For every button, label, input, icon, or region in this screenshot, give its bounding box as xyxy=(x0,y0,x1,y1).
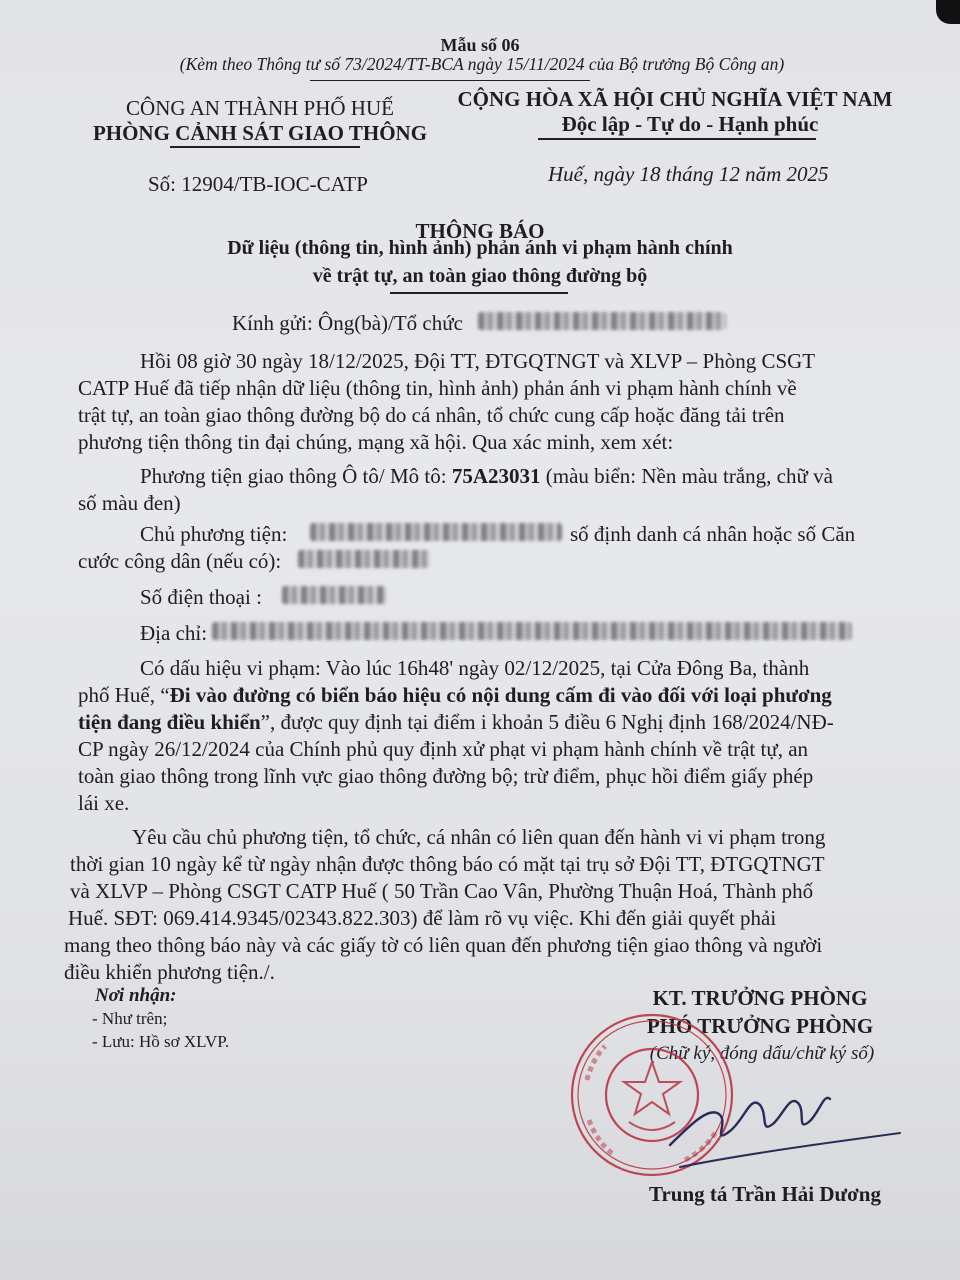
signer-note: (Chữ ký, đóng dấu/chữ ký số) xyxy=(649,1043,875,1064)
document-number: Số: 12904/TB-IOC-CATP xyxy=(148,172,368,196)
request-line-3: và XLVP – Phòng CSGT CATP Huế ( 50 Trần Cao Vân, Phường Thuận Hoá, Thành phố xyxy=(70,879,814,903)
form-number: Mẫu số 06 xyxy=(440,35,520,55)
signer-role-1: KT. TRƯỞNG PHÒNG xyxy=(652,986,868,1010)
form-reference: (Kèm theo Thông tư số 73/2024/TT-BCA ngày 15/11/2024 của Bộ trưởng Bộ Công an) xyxy=(179,54,785,74)
violation-line-2a: phố Huế, “ xyxy=(78,683,170,707)
request-line-5: mang theo thông báo này và các giấy tờ có liên quan đến phương tiện giao thông và người xyxy=(64,933,823,957)
notice-subtitle-2: về trật tự, an toàn giao thông đường bộ xyxy=(312,265,648,287)
agency-name: CÔNG AN THÀNH PHỐ HUẾ xyxy=(126,96,394,120)
place-date: Huế, ngày 18 tháng 12 năm 2025 xyxy=(548,162,829,186)
violation-highlight-1: Đi vào đường có biển báo hiệu có nội dung cấm đi vào đối với loại phương xyxy=(169,683,832,707)
intro-line-3: trật tự, an toàn giao thông đường bộ do cá nhân, tổ chức cung cấp hoặc đăng tải trên xyxy=(78,403,785,427)
handwritten-signature xyxy=(650,1075,930,1185)
violation-line-3b: ”, được quy định tại điểm i khoản 5 điều 6 Nghị định 168/2024/NĐ- xyxy=(260,710,834,734)
vehicle-plate-desc: (màu biển: Nền màu trắng, chữ và xyxy=(540,464,833,488)
redacted-owner-id xyxy=(298,550,430,568)
address-label: Địa chỉ: xyxy=(140,621,208,645)
divider-line xyxy=(310,80,590,81)
notice-title: THÔNG BÁO xyxy=(415,219,545,243)
nation-title: CỘNG HÒA XÃ HỘI CHỦ NGHĨA VIỆT NAM xyxy=(457,87,893,111)
request-line-1: Yêu cầu chủ phương tiện, tổ chức, cá nhân có liên quan đến hành vi vi phạm trong xyxy=(132,825,826,849)
title-underline xyxy=(390,292,568,294)
recipients-item-2: - Lưu: Hồ sơ XLVP. xyxy=(92,1032,230,1051)
owner-label: Chủ phương tiện: xyxy=(140,522,288,546)
violation-line-6: lái xe. xyxy=(78,791,130,815)
nation-motto: Độc lập - Tự do - Hạnh phúc xyxy=(561,112,819,136)
violation-line-5: toàn giao thông trong lĩnh vực giao thông đường bộ; trừ điểm, phục hồi điểm giấy phép xyxy=(78,764,814,788)
recipients-item-1: - Như trên; xyxy=(92,1009,168,1028)
phone-label: Số điện thoại : xyxy=(140,585,262,609)
redacted-phone xyxy=(282,586,386,604)
vehicle-label: Phương tiện giao thông Ô tô/ Mô tô: xyxy=(140,464,452,488)
vehicle-plate-desc-2: số màu đen) xyxy=(78,491,181,515)
notice-subtitle-1: Dữ liệu (thông tin, hình ảnh) phản ánh vi phạm hành chính xyxy=(227,237,733,259)
intro-line-4: phương tiện thông tin đại chúng, mạng xã hội. Qua xác minh, xem xét: xyxy=(78,430,674,454)
redacted-owner-name xyxy=(310,523,562,541)
request-line-2: thời gian 10 ngày kể từ ngày nhận được thông báo có mặt tại trụ sở Đội TT, ĐTGQTNGT xyxy=(70,852,825,876)
agency-department: PHÒNG CẢNH SÁT GIAO THÔNG xyxy=(92,121,428,145)
signer-name: Trung tá Trần Hải Dương xyxy=(649,1182,881,1206)
violation-line-3 xyxy=(78,712,834,733)
request-line-6: điều khiển phương tiện./. xyxy=(64,960,275,984)
vehicle-plate: 75A23031 xyxy=(451,464,541,488)
violation-line-2 xyxy=(78,685,832,706)
owner-id-label: số định danh cá nhân hoặc số Căn xyxy=(570,522,856,546)
request-line-4: Huế. SĐT: 069.414.9345/02343.822.303) để làm rõ vụ việc. Khi đến giải quyết phải xyxy=(68,906,777,930)
violation-highlight-2: tiện đang điều khiển xyxy=(78,710,261,734)
intro-line-2: CATP Huế đã tiếp nhận dữ liệu (thông tin, hình ảnh) phản ánh vi phạm hành chính về xyxy=(78,376,797,400)
recipients-title: Nơi nhận: xyxy=(95,985,177,1006)
redacted-recipient xyxy=(478,312,726,330)
photo-corner-shadow xyxy=(936,0,960,24)
agency-underline xyxy=(170,146,360,148)
intro-line-1: Hồi 08 giờ 30 ngày 18/12/2025, Đội TT, ĐTGQTNGT và XLVP – Phòng CSGT xyxy=(140,349,816,373)
owner-id-label-2: cước công dân (nếu có): xyxy=(78,549,282,573)
vehicle-line xyxy=(140,466,833,487)
motto-underline xyxy=(538,138,816,140)
violation-line-1: Có dấu hiệu vi phạm: Vào lúc 16h48' ngày 02/12/2025, tại Cửa Đông Ba, thành xyxy=(140,656,810,680)
violation-line-4: CP ngày 26/12/2024 của Chính phủ quy định xử phạt vi phạm hành chính về trật tự, an xyxy=(78,737,809,761)
redacted-address xyxy=(212,622,852,640)
signer-role-2: PHÓ TRƯỞNG PHÒNG xyxy=(646,1014,874,1038)
recipient-label: Kính gửi: Ông(bà)/Tổ chức xyxy=(232,311,463,335)
